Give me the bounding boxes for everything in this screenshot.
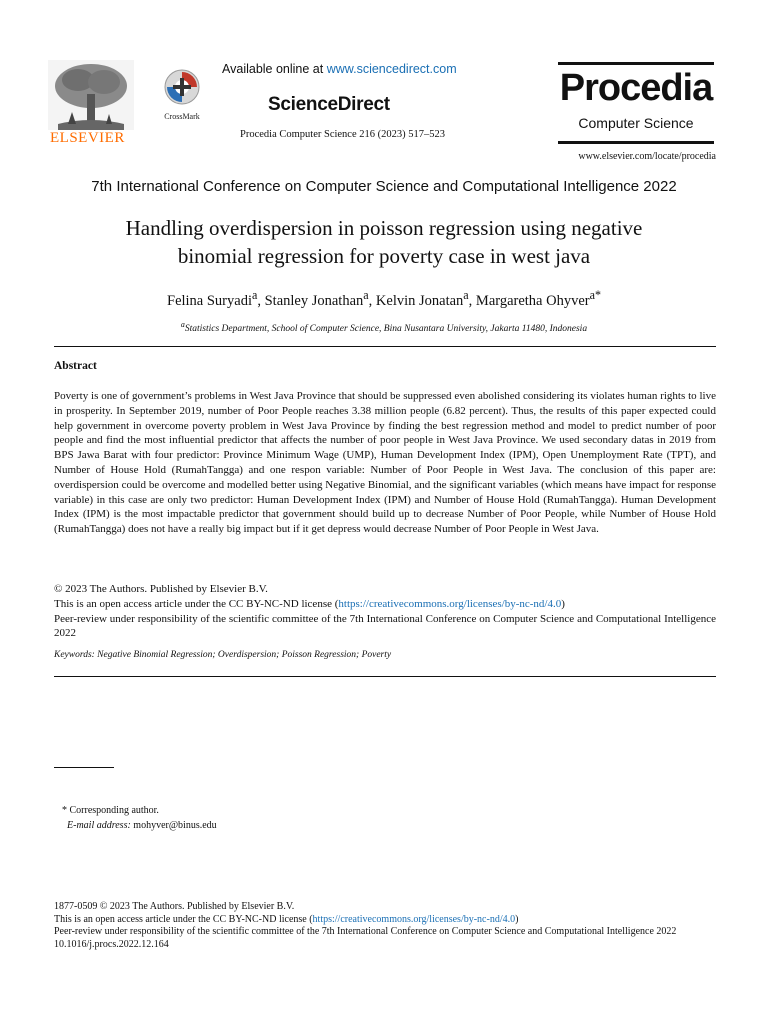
abstract-heading: Abstract (54, 360, 97, 372)
license-line (54, 597, 716, 612)
publisher-name: ELSEVIER (50, 130, 125, 146)
paper-title (60, 214, 708, 270)
affiliation (0, 320, 768, 334)
author-list: Felina Suryadi$^a$, Stanley Jonathan$^a$, Kelvin Jonatan$^a$, Margaretha Ohyver$^{a*}$ (167, 288, 601, 309)
divider-top (54, 346, 716, 347)
author-affiliation-mark: a* (589, 288, 601, 302)
divider-bottom (54, 676, 716, 677)
license-suffix: ) (561, 597, 565, 610)
sciencedirect-link[interactable]: www.sciencedirect.com (326, 62, 457, 76)
crossmark-label: CrossMark (164, 112, 200, 121)
email-label: E-mail address: (67, 820, 131, 831)
author-name: Kelvin Jonatan (375, 292, 464, 309)
conference-name: 7th International Conference on Computer Science and Computational Intelligence 2022 (91, 178, 677, 195)
sciencedirect-brand: ScienceDirect (268, 94, 390, 115)
affiliation-mark: a (180, 320, 185, 329)
copyright-line: © 2023 The Authors. Published by Elsevier B.V. (54, 583, 268, 595)
issn-line: 1877-0509 © 2023 The Authors. Published by Elsevier B.V. (54, 901, 295, 912)
crossmark-badge[interactable] (158, 68, 206, 121)
journal-logo (558, 62, 714, 144)
bottom-peer-review: Peer-review under responsibility of the scientific committee of the 7th International Conference on Computer Science and Computational Intelligence 2022 (54, 926, 677, 938)
keywords: Keywords: Negative Binomial Regression; Overdispersion; Poisson Regression; Poverty (54, 650, 392, 660)
bottom-license-suffix: ) (515, 913, 519, 925)
journal-url[interactable]: www.elsevier.com/locate/procedia (578, 151, 716, 162)
abstract-text: Poverty is one of government’s problems in West Java Province that should be suppressed even abolished considering its violates human rights to live in prosperity. In September 2019, number of Poor People reaches 3.38 million people (6.82 percent). Thus, the results of this paper expected could help government in overcome poverty problem in West Java Province by finding the best regression method and model to predict number of poor people and find the most influential predictor that affects the number of poor people in West Java Province. We used secondary datas in 2019 from BPS Jawa Barat with four predictor: Province Minimum Wage (UMP), Human Development Index (IPM), Open Unemployment Rate (TPT), and Number of House Hold (RumahTangga) and one respon variable: Number of Poor People in West Java. The conclusion of this paper are: overdispersion could be overcome and modelled better using Negative Binomial, and the significant variables (which means have impact for response variable) in this case are only two predictor: Human Development Index (IPM) and Number of House Hold (RumahTangga). Human Development Index (IPM) is the most impactable predictor that government should build up to decrease Number of Poor People, while Number of House Hold (RumahTangga) does not have a really big impact but if it get depress would decrease Number of Poor People in West Java. (54, 390, 716, 536)
corresponding-label: * Corresponding author. (62, 805, 159, 816)
author-affiliation-mark: a (463, 288, 469, 302)
availability-prefix: Available online at (222, 62, 327, 76)
author-name: Margaretha Ohyver (475, 292, 590, 309)
email-address[interactable]: mohyver@binus.edu (133, 820, 217, 831)
bottom-license-prefix: This is an open access article under the CC BY-NC-ND license ( (54, 913, 313, 925)
bottom-license-link[interactable]: https://creativecommons.org/licenses/by-nc-nd/4.0 (312, 913, 516, 925)
publication-info (54, 901, 716, 951)
paper-title-line-2: binomial regression for poverty case in west java (177, 244, 591, 268)
corresponding-author-note (62, 803, 217, 833)
peer-review-line: Peer-review under responsibility of the scientific committee of the 7th International Conference on Computer Science and Computational Intelligence 2022 (54, 612, 716, 640)
doi[interactable]: 10.1016/j.procs.2022.12.164 (54, 938, 169, 950)
author-name: Felina Suryadi (167, 292, 252, 309)
crossmark-icon (162, 68, 202, 106)
availability-line (222, 62, 457, 76)
author-affiliation-mark: a (251, 288, 258, 302)
journal-logo-title: Procedia (559, 67, 713, 109)
footnote-rule (54, 767, 114, 768)
journal-citation: Procedia Computer Science 216 (2023) 517–523 (240, 129, 445, 140)
email-line (62, 818, 217, 833)
abstract-license-block (54, 582, 716, 641)
affiliation-text: Statistics Department, School of Computer Science, Bina Nusantara University, Jakarta 11480, Indonesia (184, 324, 588, 335)
bottom-license-line (54, 914, 716, 927)
license-link[interactable]: https://creativecommons.org/licenses/by-nc-nd/4.0 (338, 597, 562, 610)
paper-title-line-1: Handling overdispersion in poisson regression using negative (125, 216, 643, 240)
journal-logo-subtitle: Computer Science (578, 115, 694, 131)
author-affiliation-mark: a (363, 288, 369, 302)
author-name: Stanley Jonathan (264, 292, 364, 309)
license-prefix: This is an open access article under the CC BY-NC-ND license ( (54, 597, 339, 610)
